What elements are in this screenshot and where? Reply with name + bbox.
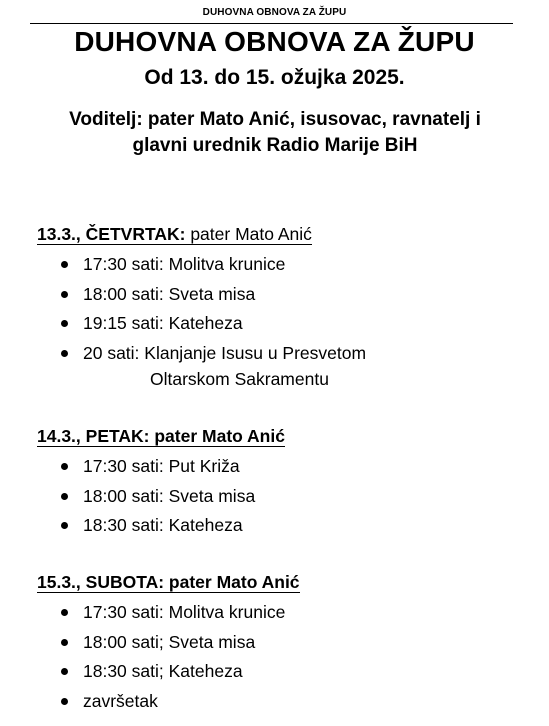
list-item [37,687,517,717]
day-section-thursday [37,224,517,392]
list-item-text: 18:30 sati; Kateheza [83,661,243,681]
day-heading-label: 13.3., ČETVRTAK: [37,224,186,244]
day-section-saturday [37,572,517,716]
bullet-icon [61,609,68,616]
list-item [37,339,517,393]
day-heading: 15.3., SUBOTA: pater Mato Anić [37,572,300,592]
running-header: DUHOVNA OBNOVA ZA ŽUPU [202,7,347,18]
day-heading-leader: pater Mato Anić [185,224,312,244]
bullet-icon [61,320,68,327]
day-heading: 14.3., PETAK: pater Mato Anić [37,426,285,446]
leader-line-1: Voditelj: pater Mato Anić, isusovac, ravnatelj i [69,109,481,130]
day-heading [37,224,312,245]
list-item-continuation: Oltarskom Sakramentu [150,369,329,389]
list-item [37,598,517,628]
list-item-text: 17:30 sati: Molitva krunice [83,254,286,274]
bullet-icon [61,350,68,357]
bullet-icon [61,463,68,470]
list-item-text: 18:00 sati: Sveta misa [83,283,256,304]
list-item [37,309,517,339]
list-item [37,280,517,310]
list-item-text: 19:15 sati: Kateheza [83,313,243,333]
list-item-text: 18:30 sati: Kateheza [83,515,243,535]
list-item-text: 17:30 sati: Put Križa [83,456,240,476]
bullet-icon [61,493,68,500]
bullet-icon [61,639,68,646]
list-item [37,482,517,512]
list-item-text: 18:00 sati; Sveta misa [83,631,256,652]
list-item-text: 20 sati: Klanjanje Isusu u Presvetom [83,342,367,363]
header-divider [30,23,513,24]
list-item [37,250,517,280]
bullet-icon [61,698,68,705]
list-item [37,511,517,541]
list-item-text: završetak [83,690,158,711]
bullet-icon [61,261,68,268]
list-item [37,628,517,658]
list-item-text: 17:30 sati: Molitva krunice [83,602,286,622]
schedule-list [37,452,517,541]
list-item [37,452,517,482]
bullet-icon [61,668,68,675]
list-item [37,657,517,687]
schedule-list [37,250,517,392]
bullet-icon [61,291,68,298]
list-item-text: 18:00 sati: Sveta misa [83,485,256,506]
event-dates: Od 13. do 15. ožujka 2025. [144,66,405,89]
day-section-friday [37,426,517,541]
leader-info [40,107,510,159]
leader-line-2: glavni urednik Radio Marije BiH [132,135,418,156]
schedule-list [37,598,517,716]
bullet-icon [61,522,68,529]
page-title: DUHOVNA OBNOVA ZA ŽUPU [74,26,475,57]
